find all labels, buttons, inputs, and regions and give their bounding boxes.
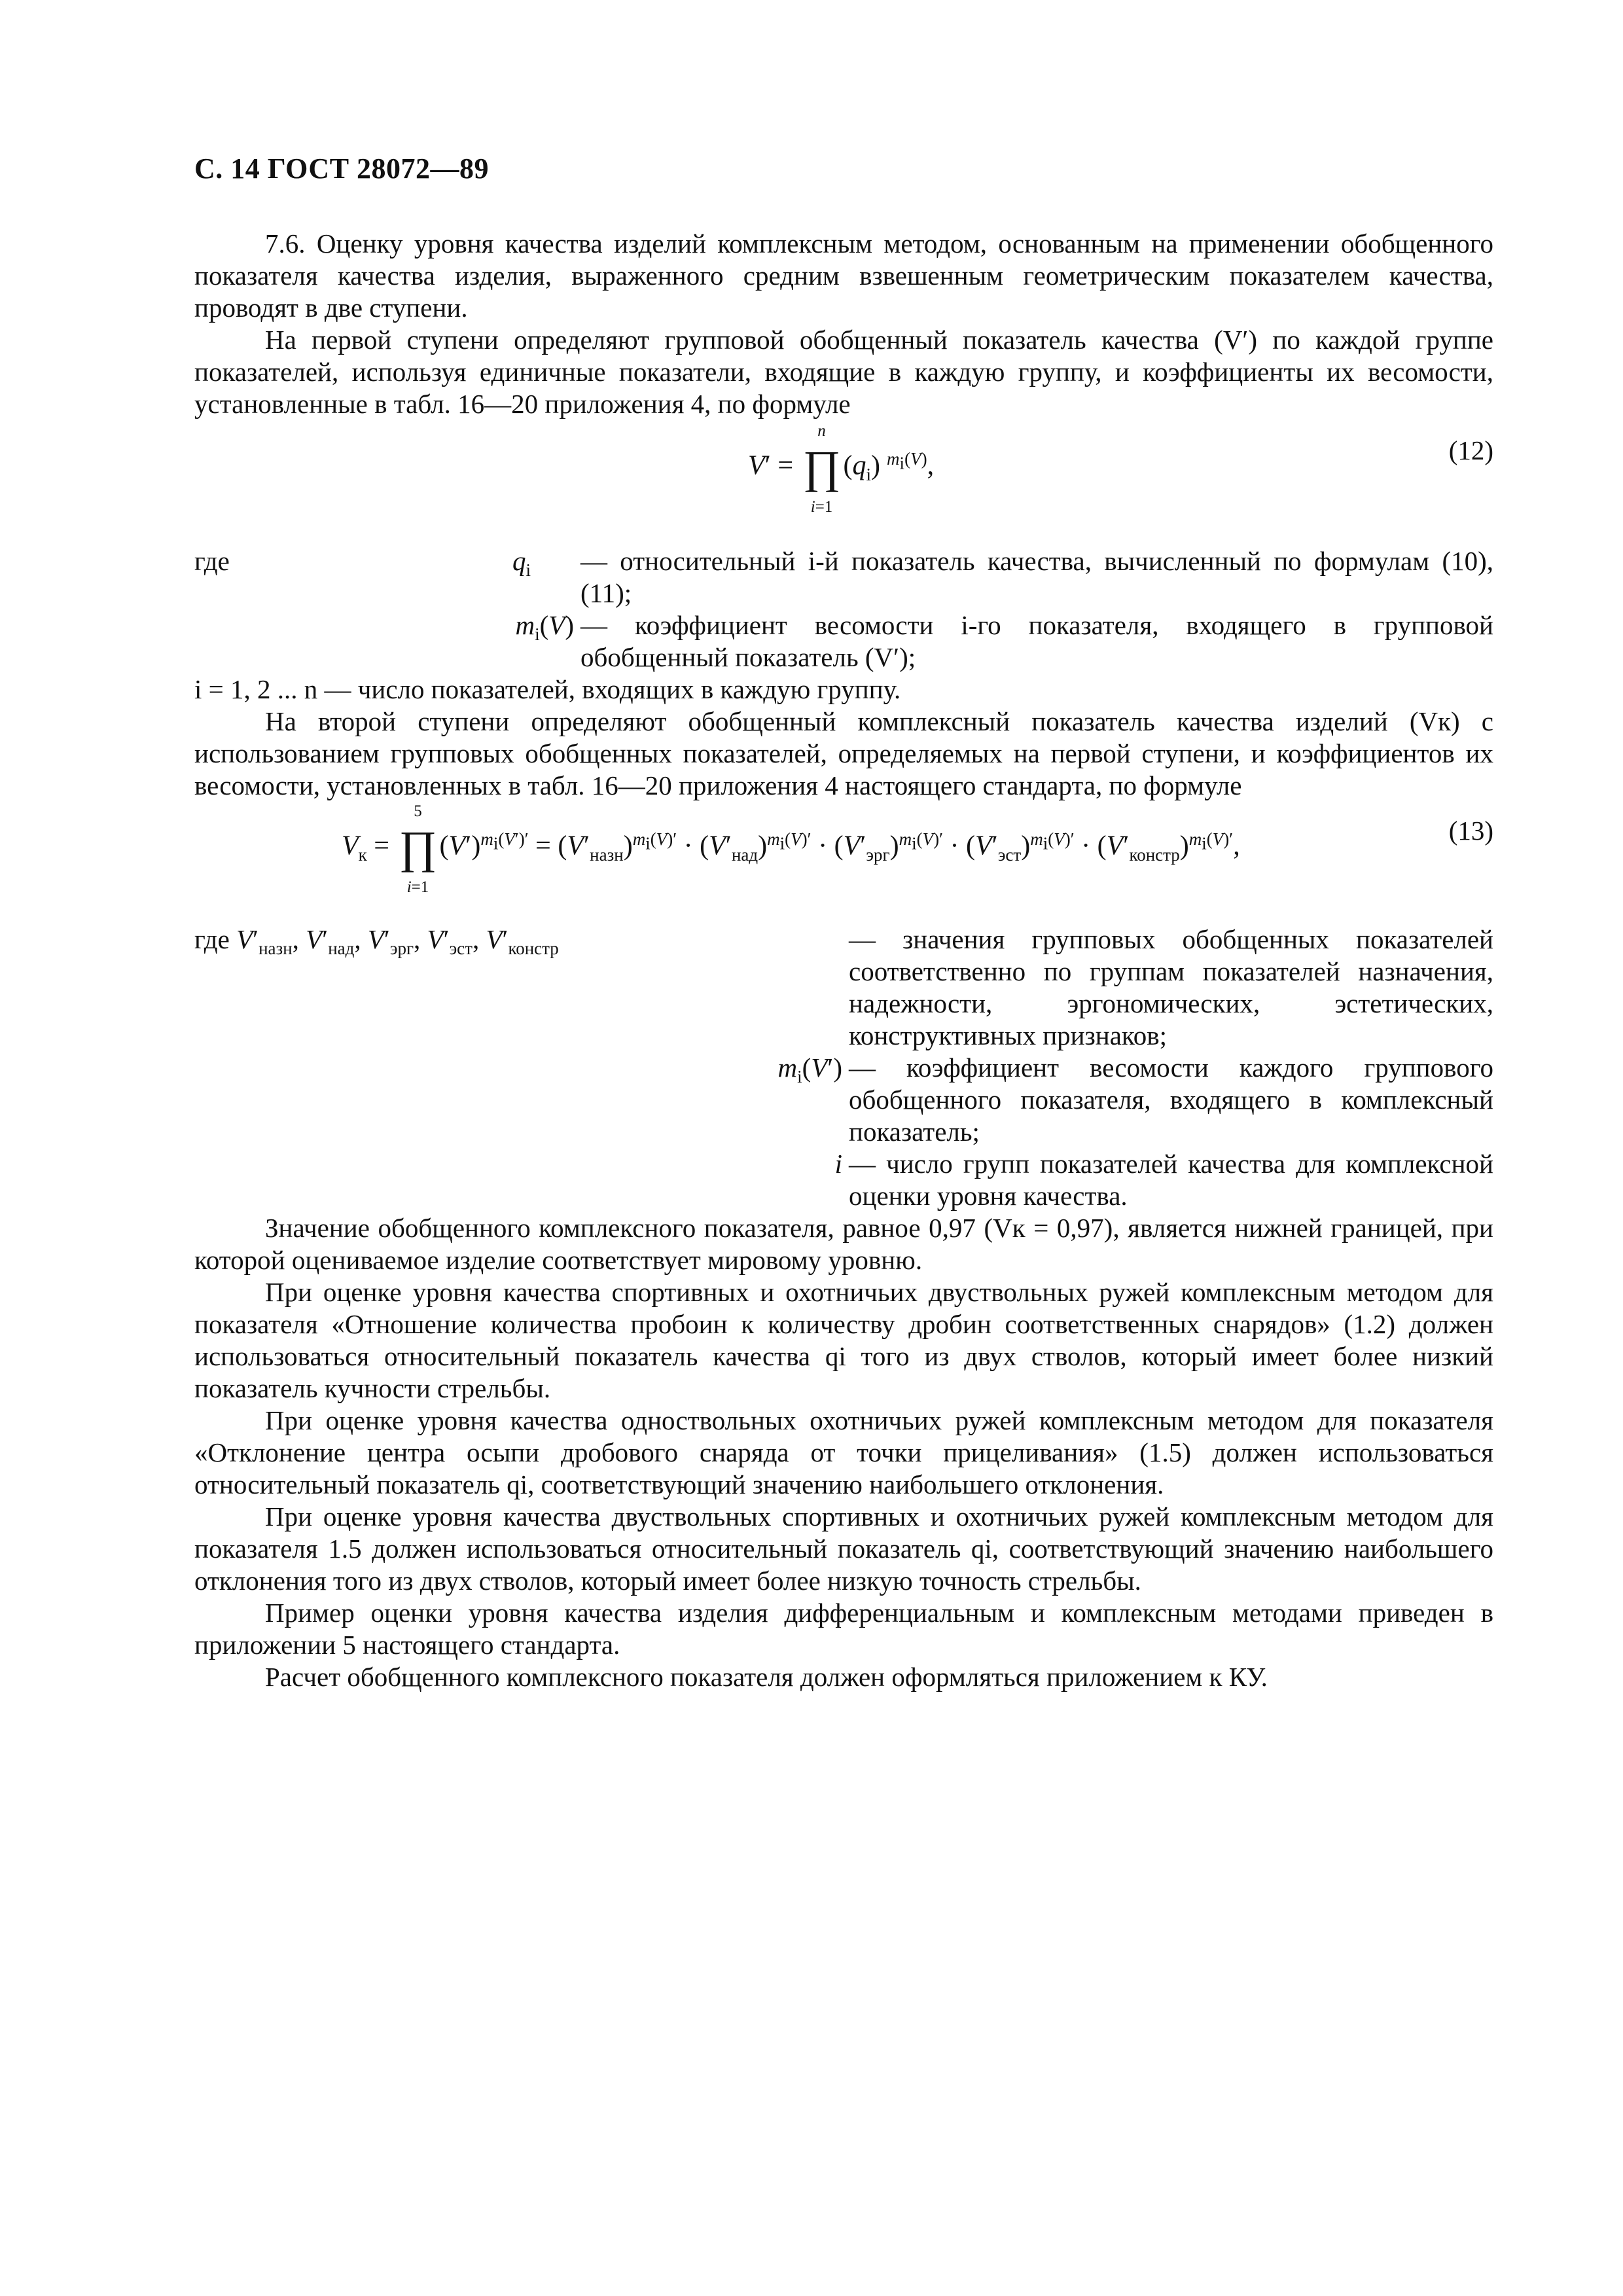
where-list-12 xyxy=(194,545,1493,706)
where-desc-mi-13: — коэффициент весомости каждого группового обобщенного показателя, входящего в комплексный показатель; xyxy=(849,1052,1493,1147)
formula-13-expression: $V_к$ = 5 ∏ i=1 $(V')^{m_i(V')'} = (V'_{назн})^{m_i(V)'} \cdot (V'_{над})^{m_i(V)'} \cdot (V'_{эрг})^{m_i(V)'} \cdot (V'_{эст})^{m_i(V)'} \cdot (V'_{констр})^{m_i(V)'}$, xyxy=(342,802,1240,896)
where-desc-mi: — коэффициент весомости i-го показателя, входящего в групповой обобщенный показатель (V′); xyxy=(580,610,1493,672)
paragraph-calculation: Расчет обобщенного комплексного показателя должен оформляться приложением к КУ. xyxy=(265,1662,1268,1692)
page-header: С. 14 ГОСТ 28072—89 xyxy=(194,152,490,185)
where-label-13: где xyxy=(194,924,230,954)
where-desc-i: — число показателей, входящих в каждую группу. xyxy=(324,674,901,704)
formula-12-expression: V′ = n ∏ i=1 $(q_i)$ $^{m_i(V)}$, xyxy=(748,422,935,516)
paragraph-single-barrel: При оценке уровня качества одноствольных охотничьих ружей комплексным методом для показателя «Отклонение центра осыпи дробового снаряда от точки прицеливания» (1.5) должен использоваться относительный показатель qi, соответствующий значению наибольшего отклонения. xyxy=(194,1405,1493,1499)
document-body xyxy=(194,228,1493,1693)
paragraph-7-6: 7.6. Оценку уровня качества изделий комплексным методом, основанным на применении обобщенного показателя качества изделия, выраженного средним взвешенным геометрическим показателем качества, проводят в две ступени. xyxy=(194,228,1493,323)
where-row-v-groups: где $V'_{назн}$, $V'_{над}$, $V'_{эрг}$, $V'_{эст}$, $V'_{констр}$ — значения групповых обобщенных показателей соответственно по группам показателей назначения, надежности, эргономических, эстетических, конструктивных признаков; xyxy=(194,924,1493,1050)
where-desc-qi: — относительный i-й показатель качества, вычисленный по формулам (10), (11); xyxy=(580,546,1493,608)
where-desc-i-13: — число групп показателей качества для комплексной оценки уровня качества. xyxy=(849,1149,1493,1211)
where-row-qi: где $q_i$ — относительный i-й показатель качества, вычисленный по формулам (10), (11); xyxy=(194,546,1493,608)
equation-number-12: (12) xyxy=(1448,435,1493,465)
equation-number-13: (13) xyxy=(1448,816,1493,846)
where-row-i xyxy=(194,673,1493,706)
where-desc-v-groups: — значения групповых обобщенных показателей соответственно по группам показателей назначения, надежности, эргономических, эстетических, конструктивных признаков; xyxy=(849,924,1493,1050)
paragraph-example: Пример оценки уровня качества изделия дифференциальным и комплексным методами приведен в приложении 5 настоящего стандарта. xyxy=(194,1598,1493,1660)
formula-13 xyxy=(194,802,1493,906)
where-label: где xyxy=(194,546,230,576)
where-label-i: i = 1, 2 ... n xyxy=(194,674,318,704)
paragraph-second-stage: На второй ступени определяют обобщенный комплексный показатель качества изделий (Vк) с использованием групповых обобщенных показателей, определяемых на первой ступени, и коэффициентов их весомости, установленных в табл. 16—20 приложения 4 настоящего стандарта, по формуле xyxy=(194,706,1493,800)
where-row-i-13: i — число групп показателей качества для комплексной оценки уровня качества. xyxy=(834,1149,1493,1211)
product-symbol: n ∏ i=1 xyxy=(802,422,841,516)
paragraph-double-barrel: При оценке уровня качества спортивных и охотничьих двуствольных ружей комплексным методом для показателя «Отношение количества пробоин к количеству дробин соответственных снарядов» (1.2) должен использоваться относительный показатель качества qi того из двух стволов, который имеет более низкий показатель кучности стрельбы. xyxy=(194,1277,1493,1403)
where-row-mi-13: $m_i(V')$ — коэффициент весомости каждого группового обобщенного показателя, входящего в комплексный показатель; xyxy=(777,1052,1493,1147)
paragraph-first-stage: На первой ступени определяют групповой обобщенный показатель качества (V′) по каждой группе показателей, используя единичные показатели, входящие в каждую группу, и коэффициенты их весомости, установленные в табл. 16—20 приложения 4, по формуле xyxy=(194,325,1493,419)
paragraph-double-sport: При оценке уровня качества двуствольных спортивных и охотничьих ружей комплексным методом для показателя 1.5 должен использоваться относительный показатель qi, соответствующий значению наибольшего отклонения того из двух стволов, который имеет более низкую точность стрельбы. xyxy=(194,1501,1493,1596)
where-list-13 xyxy=(194,924,1493,1212)
paragraph-threshold: Значение обобщенного комплексного показателя, равное 0,97 (Vк = 0,97), является нижней границей, при которой оцениваемое изделие соответствует мировому уровню. xyxy=(194,1213,1493,1275)
formula-12 xyxy=(194,422,1493,529)
product-symbol: 5 ∏ i=1 xyxy=(399,802,437,896)
where-row-mi: $m_i(V)$ — коэффициент весомости i-го показателя, входящего в групповой обобщенный показатель (V′); xyxy=(515,610,1493,672)
